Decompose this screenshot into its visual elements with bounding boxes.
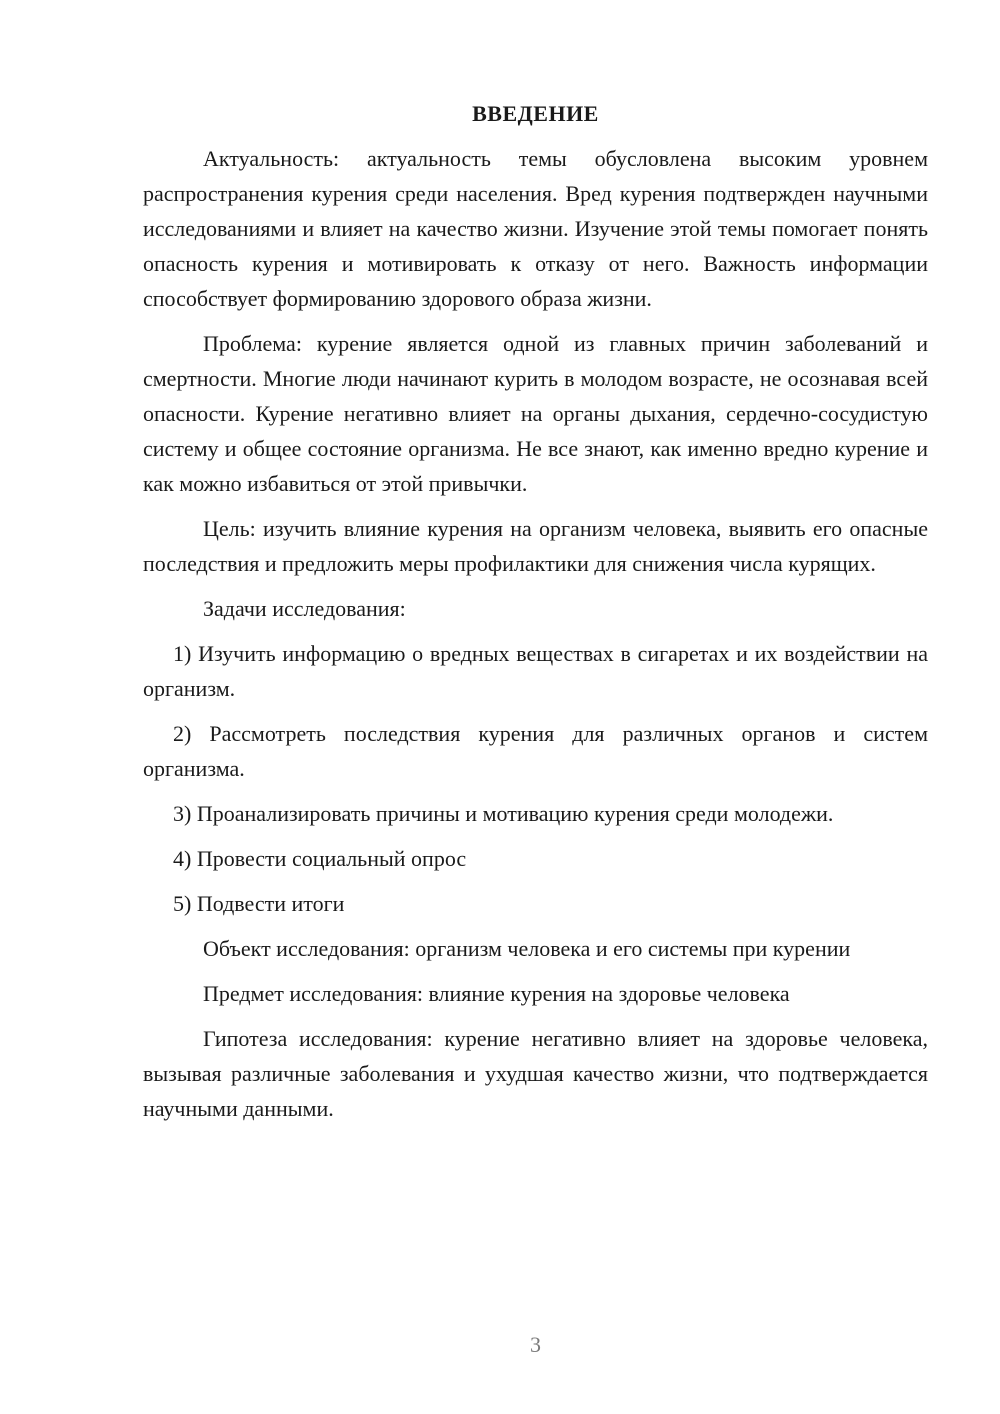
list-item: 4) Провести социальный опрос [173, 846, 467, 871]
paragraph-object: Объект исследования: организм человека и его системы при курении [203, 936, 851, 961]
tasks-heading: Задачи исследования: [203, 596, 406, 621]
paragraph-relevance: Актуальность: актуальность темы обусловлена высоким уровнем распространения курения среди населения. Вред курения подтвержден научными исследованиями и влияет на качество жизни. Изучение этой темы помогает понять опасность курения и мотивировать к отказу от него. Важность информации способствует формированию здорового образа жизни. [143, 146, 928, 311]
paragraph-hypothesis: Гипотеза исследования: курение негативно влияет на здоровье человека, вызывая различные заболевания и ухудшая качество жизни, что подтверждается научными данными. [143, 1026, 928, 1121]
list-item: 3) Проанализировать причины и мотивацию курения среди молодежи. [173, 801, 834, 826]
paragraph-goal: Цель: изучить влияние курения на организм человека, выявить его опасные последствия и предложить меры профилактики для снижения числа курящих. [143, 516, 928, 576]
list-item: 1) Изучить информацию о вредных веществах в сигаретах и их воздействии на организм. [143, 641, 928, 701]
paragraph-problem: Проблема: курение является одной из главных причин заболеваний и смертности. Многие люди начинают курить в молодом возрасте, не осознавая всей опасности. Курение негативно влияет на органы дыхания, сердечно-сосудистую систему и общее состояние организма. Не все знают, как именно вредно курение и как можно избавиться от этой привычки. [143, 331, 928, 496]
page-content [143, 96, 928, 1136]
list-item: 2) Рассмотреть последствия курения для различных органов и систем организма. [143, 721, 928, 781]
paragraph-subject: Предмет исследования: влияние курения на здоровье человека [203, 981, 790, 1006]
list-item: 5) Подвести итоги [173, 891, 345, 916]
page-title: ВВЕДЕНИЕ [472, 101, 599, 126]
page-number: 3 [530, 1332, 541, 1357]
tasks-list [143, 636, 928, 921]
